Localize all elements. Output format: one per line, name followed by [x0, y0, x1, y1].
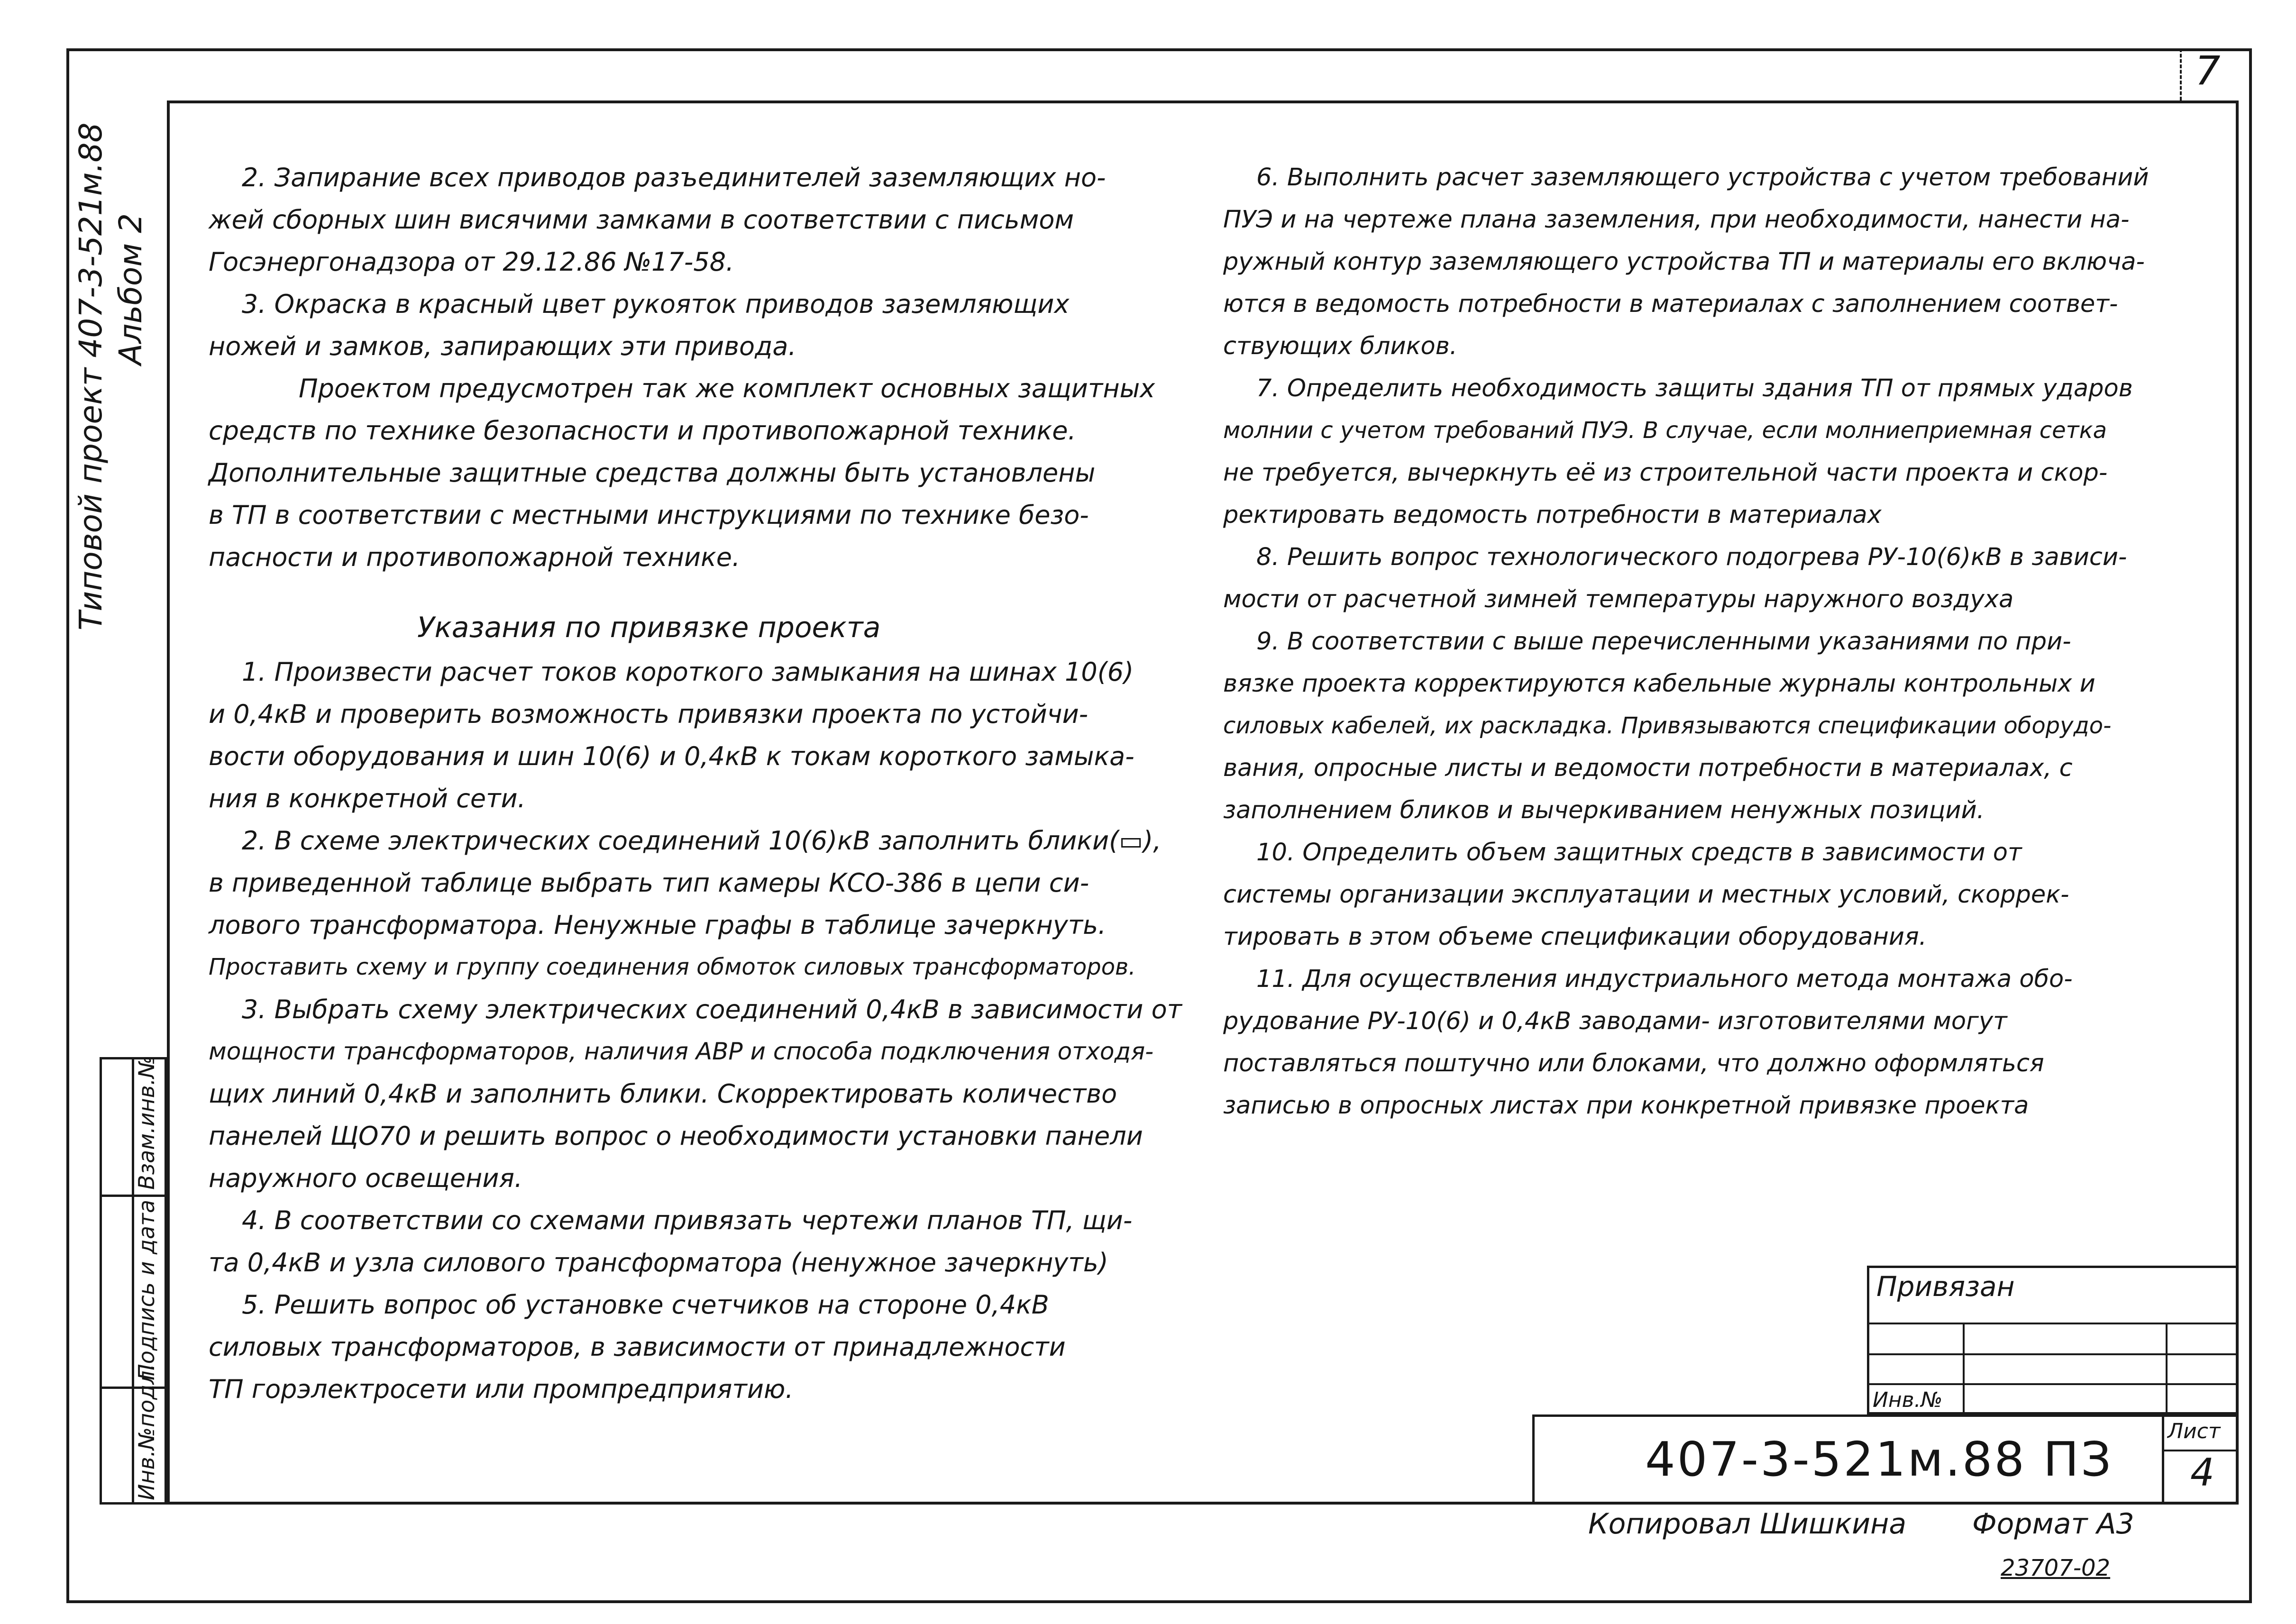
order-number: 23707-02: [2001, 1555, 2111, 1581]
copied-by: Копировал Шишкина: [1588, 1507, 1907, 1541]
left-text-column: [209, 156, 1195, 1410]
item2-line4: Проставить схему и группу соединения обмоток силовых трансформаторов.: [209, 954, 1136, 980]
item6-line5: ствующих бликов.: [1223, 332, 1457, 360]
stamp-divider-1: [100, 1195, 167, 1197]
item6-line4: ются в ведомость потребности в материалах с заполнением соответ-: [1223, 290, 2118, 318]
item8-line1: 8. Решить вопрос технологического подогрева РУ-10(6)кВ в зависи-: [1256, 543, 2127, 571]
item3-line3: щих линий 0,4кВ и заполнить блики. Скорректировать количество: [209, 1079, 1117, 1109]
item5-line2: силовых трансформаторов, в зависимости от принадлежности: [209, 1332, 1066, 1362]
para1-line2: жей сборных шин висячими замками в соответствии с письмом: [209, 205, 1074, 235]
para3-line3: Дополнительные защитные средства должны быть установлены: [209, 458, 1096, 488]
item3-line4: панелей ЩО70 и решить вопрос о необходимости установки панели: [209, 1121, 1143, 1151]
title-block-col1: [1963, 1323, 1965, 1414]
item1-line3: вости оборудования и шин 10(6) и 0,4кВ к токам короткого замыка-: [209, 741, 1134, 771]
designation: 407-3-521м.88 ПЗ: [1645, 1432, 2113, 1487]
item1-line2: и 0,4кВ и проверить возможность привязки проекта по устойчи-: [209, 699, 1089, 729]
item3-line1: 3. Выбрать схему электрических соединений 0,4кВ в зависимости от: [242, 994, 1182, 1024]
item3-line5: наружного освещения.: [209, 1163, 523, 1193]
item11-line3: поставляться поштучно или блоками, что должно оформляться: [1223, 1049, 2044, 1077]
para2-line2: ножей и замков, запирающих эти привода.: [209, 331, 796, 361]
item10-line2: системы организации эксплуатации и местных условий, скоррек-: [1223, 881, 2069, 909]
para2-line1: 3. Окраска в красный цвет рукояток приводов заземляющих: [242, 289, 1070, 319]
title-block-sheet-divider: [2162, 1414, 2164, 1505]
item3-line2: мощности трансформаторов, наличия АВР и способа подключения отходя-: [209, 1038, 1154, 1065]
item2-line3: лового трансформатора. Ненужные графы в таблице зачеркнуть.: [209, 910, 1107, 940]
item5-line3: ТП горэлектросети или промпредприятию.: [209, 1374, 794, 1404]
item7-line3: не требуется, вычеркнуть её из строительной части проекта и скор-: [1223, 459, 2108, 487]
item4-line1: 4. В соответствии со схемами привязать чертежи планов ТП, щи-: [242, 1205, 1133, 1235]
item4-line2: та 0,4кВ и узла силового трансформатора (ненужное зачеркнуть): [209, 1248, 1108, 1277]
bound-label: Привязан: [1876, 1270, 2015, 1303]
item9-line4: вания, опросные листы и ведомости потребности в материалах, с: [1223, 754, 2073, 782]
para1-line3: Госэнергонадзора от 29.12.86 №17-58.: [209, 247, 734, 277]
item9-line1: 9. В соответствии с выше перечисленными указаниями по при-: [1256, 628, 2071, 656]
title-block-row2: [1867, 1353, 2239, 1355]
item11-line2: рудование РУ-10(6) и 0,4кВ заводами- изготовителями могут: [1223, 1007, 2007, 1035]
para3-line4: в ТП в соответствии с местными инструкциями по технике безо-: [209, 500, 1089, 530]
para1-line1: 2. Запирание всех приводов разъединителей заземляющих но-: [242, 163, 1106, 192]
item9-line3: силовых кабелей, их раскладка. Привязываются спецификации оборудо-: [1223, 712, 2112, 739]
item9-line5: заполнением бликов и вычеркиванием ненужных позиций.: [1223, 796, 1985, 824]
item7-line2: молнии с учетом требований ПУЭ. В случае, если молниеприемная сетка: [1223, 417, 2107, 444]
stamp-cell-replacement: Взам.инв.№: [134, 1055, 159, 1190]
title-block-row1: [1867, 1323, 2239, 1324]
item1-line1: 1. Произвести расчет токов короткого замыкания на шинах 10(6): [242, 657, 1134, 687]
item10-line3: тировать в этом объеме спецификации оборудования.: [1223, 923, 1927, 951]
stamp-cell-inv: Инв.№подл.: [134, 1363, 159, 1500]
sheet-format: Формат А3: [1972, 1507, 2134, 1541]
item1-line4: ния в конкретной сети.: [209, 784, 526, 813]
inv-label: Инв.№: [1873, 1388, 1943, 1412]
section-heading: Указания по привязке проекта: [417, 611, 881, 644]
item2-line2: в приведенной таблице выбрать тип камеры КСО-386 в цепи си-: [209, 868, 1089, 898]
item2-line1: 2. В схеме электрических соединений 10(6)кВ заполнить блики(▭),: [242, 826, 1162, 856]
item6-line2: ПУЭ и на чертеже плана заземления, при необходимости, нанести на-: [1223, 206, 2130, 234]
margin-album-line: Альбом 2: [112, 213, 149, 365]
item10-line1: 10. Определить объем защитных средств в зависимости от: [1256, 839, 2022, 867]
margin-project-title: [71, 109, 151, 630]
item7-line1: 7. Определить необходимость защиты здания ТП от прямых ударов: [1256, 374, 2133, 402]
para3-line1: Проектом предусмотрен так же комплект основных защитных: [299, 374, 1155, 403]
item8-line2: мости от расчетной зимней температуры наружного воздуха: [1223, 585, 2014, 613]
item6-line1: 6. Выполнить расчет заземляющего устройства с учетом требований: [1256, 164, 2149, 192]
title-block-row3: [1867, 1383, 2239, 1385]
item11-line4: записью в опросных листах при конкретной привязке проекта: [1223, 1092, 2029, 1120]
para3-line2: средств по технике безопасности и противопожарной технике.: [209, 416, 1076, 446]
page-number: 7: [2195, 47, 2221, 94]
sheet-number: 4: [2190, 1451, 2214, 1495]
sheet-label: Лист: [2168, 1419, 2221, 1443]
para3-line5: пасности и противопожарной технике.: [209, 542, 741, 572]
item11-line1: 11. Для осуществления индустриального метода монтажа обо-: [1256, 965, 2073, 993]
item6-line3: ружный контур заземляющего устройства ТП и материалы его включа-: [1223, 248, 2145, 276]
right-text-column: [1223, 156, 2219, 1127]
margin-project-line1: Типовой проект 407-3-521м.88: [73, 122, 109, 630]
title-block-col2: [2166, 1323, 2168, 1414]
item5-line1: 5. Решить вопрос об установке счетчиков на стороне 0,4кВ: [242, 1290, 1049, 1320]
item7-line4: ректировать ведомость потребности в материалах: [1223, 501, 1882, 529]
item9-line2: вязке проекта корректируются кабельные журналы контрольных и: [1223, 670, 2095, 698]
stamp-cell-signature: Подпись и дата: [134, 1199, 159, 1380]
